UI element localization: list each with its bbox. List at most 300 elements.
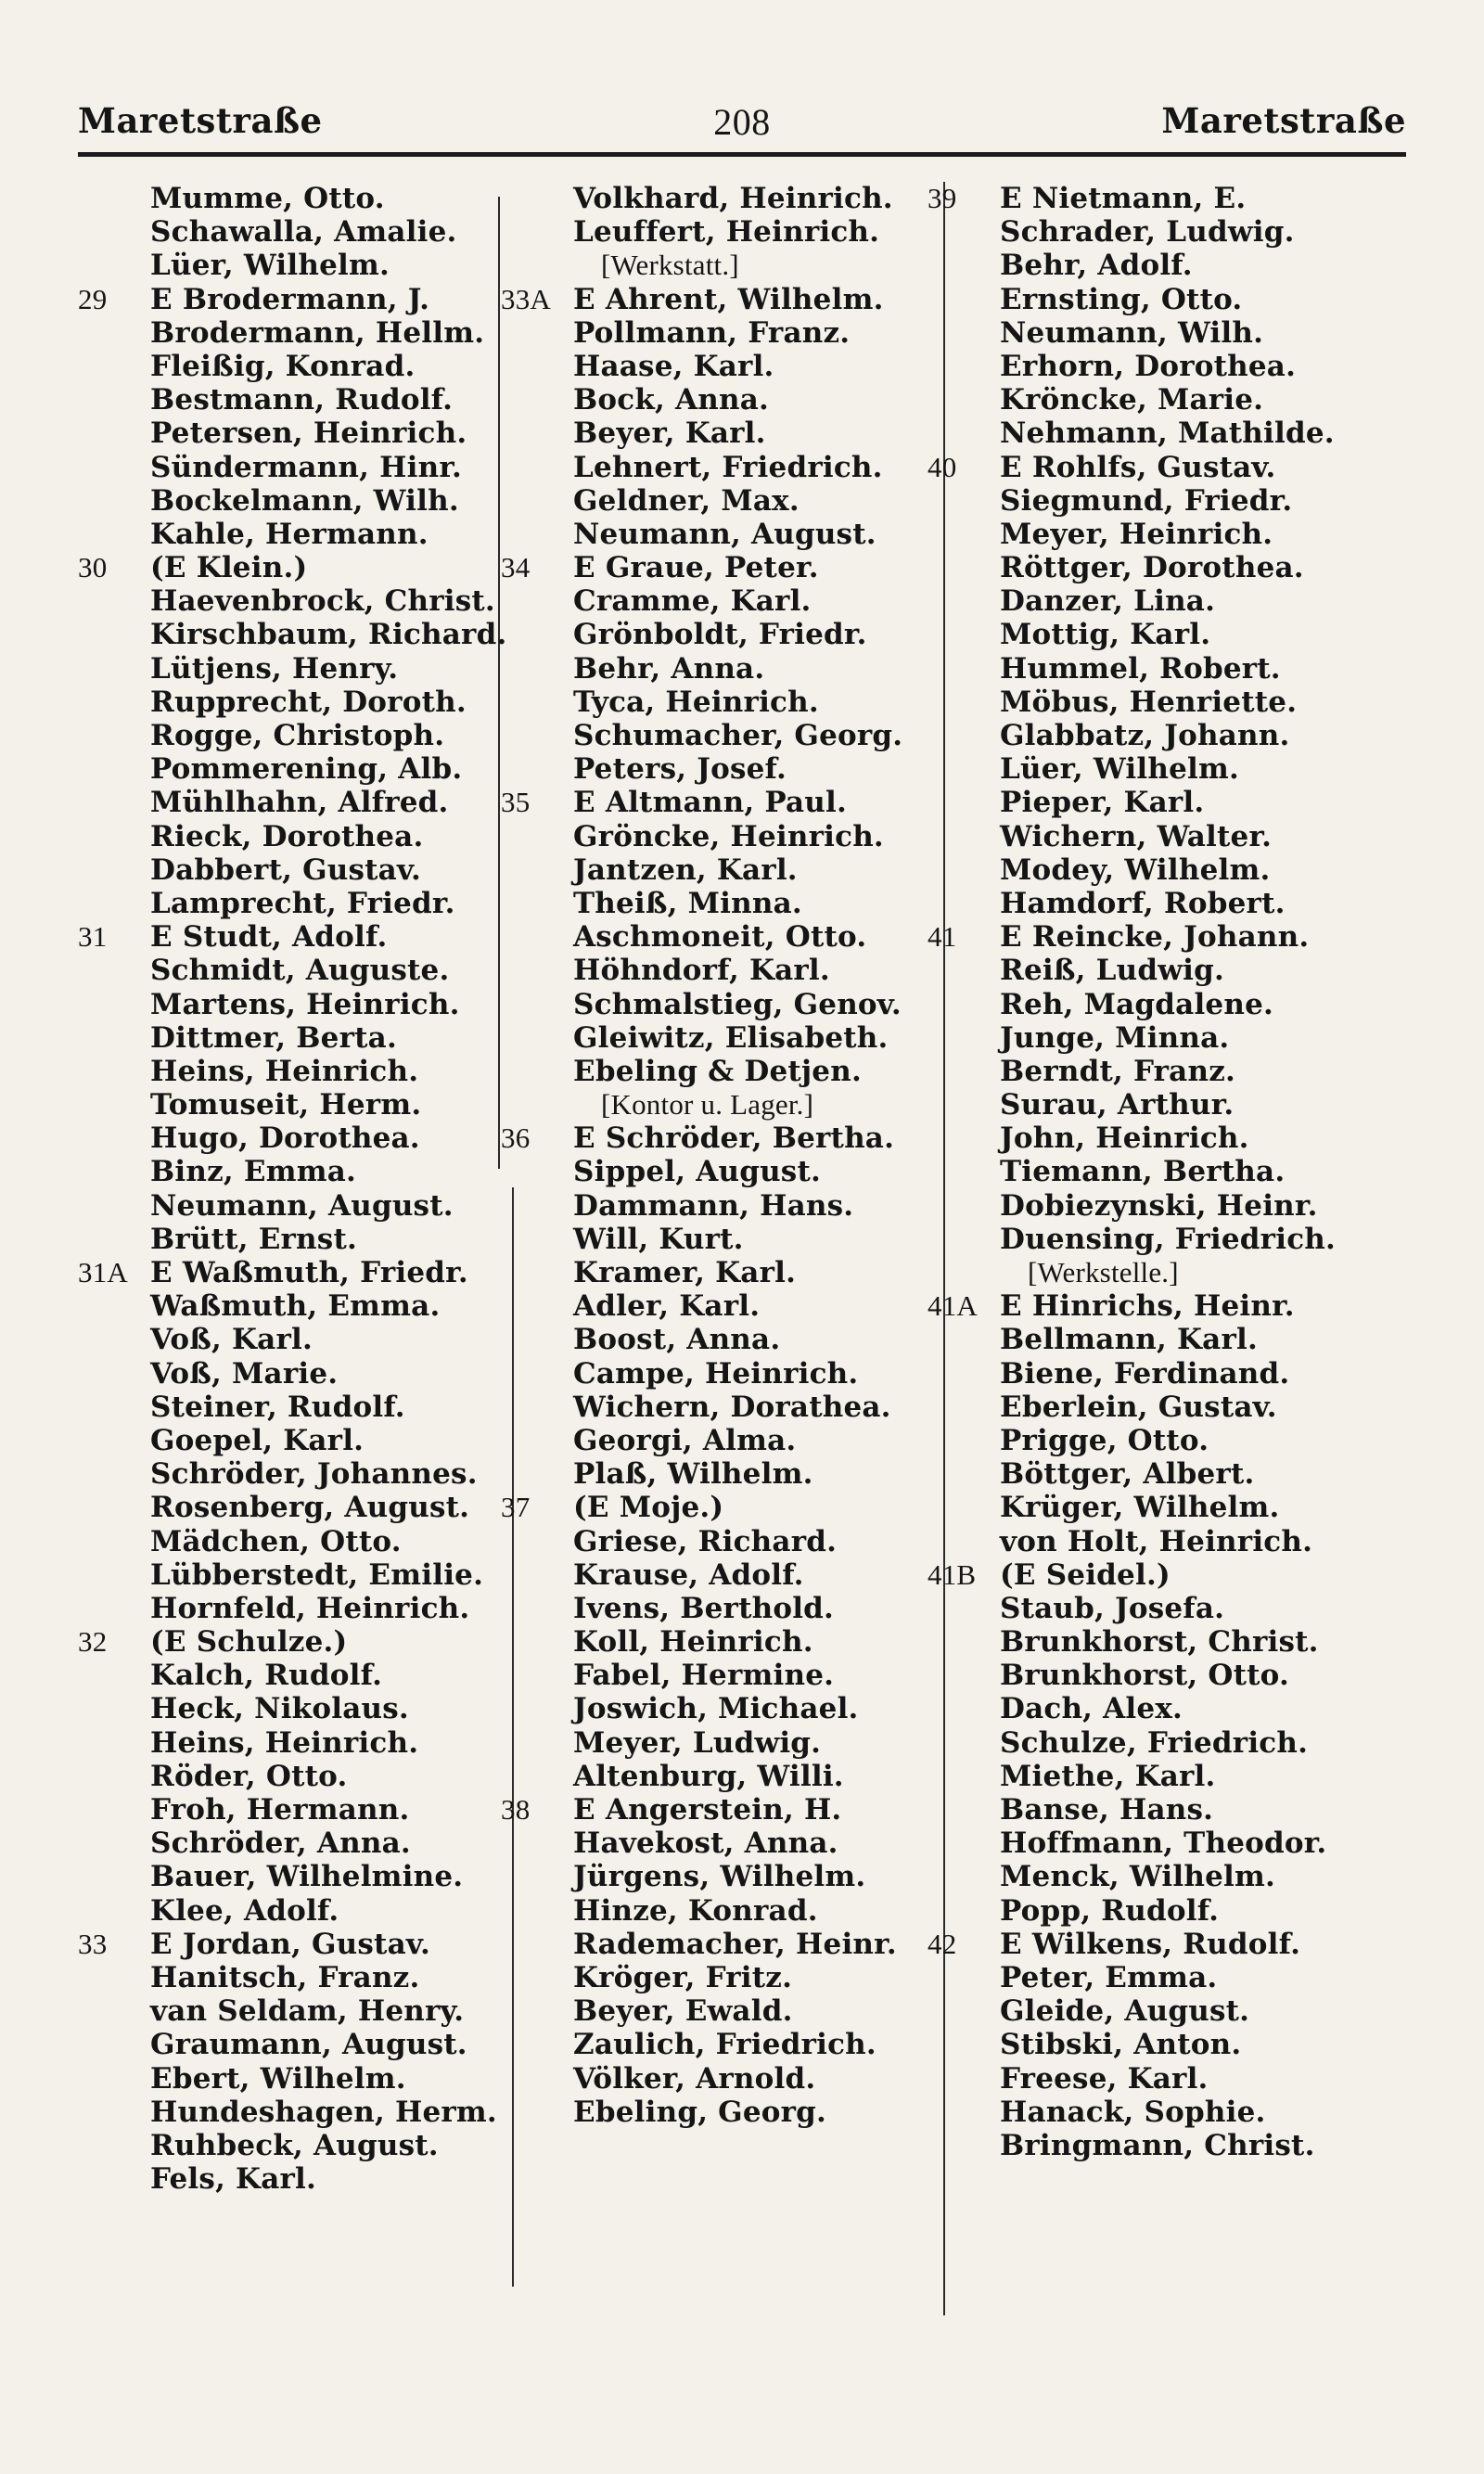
resident-name: Surau, Arthur. [1000,1088,1235,1122]
resident-name: Froh, Hermann. [150,1793,410,1827]
resident-name: Rademacher, Heinr. [573,1927,897,1961]
resident-name: Schumacher, Georg. [573,719,903,752]
directory-entry [501,752,937,786]
resident-name: Will, Kurt. [573,1222,744,1256]
resident-name: Menck, Wilhelm. [1000,1860,1275,1894]
directory-entry [501,786,937,819]
resident-name: Ruhbeck, August. [150,2128,439,2162]
directory-entry [78,1155,514,1188]
directory-entry [78,1726,514,1760]
resident-name: Meyer, Heinrich. [1000,517,1273,551]
resident-name: Petersen, Heinrich. [150,417,467,451]
resident-name: Mädchen, Otto. [150,1524,402,1558]
house-number: 41 [928,920,957,954]
directory-entry [928,484,1391,518]
directory-entry [78,350,514,383]
resident-name: Pommerening, Alb. [150,752,463,787]
directory-entry [928,1021,1391,1055]
directory-entry [928,451,1391,484]
directory-entry [501,1726,937,1760]
resident-name: Tyca, Heinrich. [573,685,819,719]
directory-entry [501,1760,937,1793]
resident-name: Neumann, August. [150,1188,454,1223]
resident-name: Fels, Karl. [150,2162,316,2197]
directory-entry [928,719,1391,752]
directory-entry [78,551,514,584]
directory-entry [78,1793,514,1827]
resident-name: Kahle, Hermann. [150,517,429,551]
resident-name: Meyer, Ludwig. [573,1725,822,1760]
directory-entry [78,1088,514,1122]
directory-entry [78,786,514,819]
directory-entry [78,1961,514,1994]
running-head-right: Maretstraße [1161,100,1406,141]
resident-name: Völker, Arnold. [573,2061,816,2096]
resident-name: Schröder, Anna. [150,1827,411,1861]
resident-name: Jantzen, Karl. [573,852,798,887]
directory-entry [501,1928,937,1961]
resident-name: Schröder, Johannes. [150,1457,478,1492]
resident-name: Lehnert, Friedrich. [573,450,883,484]
resident-name: Böttger, Albert. [1000,1457,1255,1492]
directory-entry [78,1256,514,1289]
resident-name: Bringmann, Christ. [1000,2128,1315,2162]
resident-name: Sündermann, Hinr. [150,450,463,484]
directory-entry [928,1391,1391,1424]
directory-entry [501,1994,937,2028]
resident-name: (E Moje.) [573,1491,724,1525]
directory-entry [928,1289,1391,1323]
directory-entry [501,1592,937,1625]
directory-entry [928,1525,1391,1558]
resident-name: Ebert, Wilhelm. [150,2061,406,2096]
resident-name: Steiner, Rudolf. [150,1390,405,1424]
directory-entry [928,920,1391,954]
resident-name: Hanack, Sophie. [1000,2095,1266,2129]
resident-name: Junge, Minna. [1000,1020,1230,1055]
resident-name: Griese, Richard. [573,1524,838,1558]
directory-entry [501,1223,937,1256]
directory-entry [501,887,937,920]
resident-name: Neumann, Wilh. [1000,315,1264,350]
resident-name: Grönboldt, Friedr. [573,618,867,652]
resident-name: E Brodermann, J. [150,282,430,316]
resident-name: Pollmann, Franz. [573,315,851,350]
directory-entry [78,920,514,954]
directory-entry [501,451,937,484]
resident-name: Kröger, Fritz. [573,1960,793,1994]
directory-entry [928,1961,1391,1994]
resident-name: Havekost, Anna. [573,1827,838,1861]
directory-entry [501,1088,937,1122]
directory-entry [78,283,514,316]
resident-name: Reh, Magdalene. [1000,987,1274,1021]
directory-entry [501,350,937,383]
directory-entry [501,1155,937,1188]
resident-name: Plaß, Wilhelm. [573,1457,813,1492]
resident-name: E Rohlfs, Gustav. [1000,450,1276,484]
resident-name: Prigge, Otto. [1000,1423,1209,1457]
directory-entry [928,350,1391,383]
resident-name: Heins, Heinrich. [150,1725,419,1760]
house-number: 36 [501,1122,531,1155]
resident-name: Kirschbaum, Richard. [150,618,507,652]
column-middle [501,182,937,2129]
directory-entry [501,2096,937,2129]
resident-name: Hummel, Robert. [1000,651,1281,686]
resident-name: E Altmann, Paul. [573,786,847,820]
directory-entry [78,2028,514,2061]
house-number: 35 [501,786,531,819]
directory-entry [501,417,937,450]
directory-entry [501,1860,937,1893]
resident-name: Cramme, Karl. [573,584,812,619]
directory-entry [501,1525,937,1558]
resident-name: Behr, Anna. [573,651,765,686]
resident-name: E Studt, Adolf. [150,920,388,955]
resident-name: Mumme, Otto. [150,182,385,215]
directory-entry [78,1894,514,1928]
directory-entry [501,954,937,987]
directory-entry [928,652,1391,686]
directory-entry [501,920,937,954]
directory-entry [78,1323,514,1356]
house-number: 41A [928,1289,978,1323]
directory-entry [501,1055,937,1088]
resident-name: Bestmann, Rudolf. [150,383,454,417]
directory-entry [928,249,1391,282]
resident-name: Peter, Emma. [1000,1960,1218,1994]
resident-name: Joswich, Michael. [573,1692,859,1726]
directory-entry [501,484,937,518]
resident-name: Beyer, Karl. [573,417,766,451]
directory-entry [928,1055,1391,1088]
resident-name: Rosenberg, August. [150,1491,470,1525]
directory-entry [928,1357,1391,1391]
resident-name: Höhndorf, Karl. [573,954,830,988]
directory-entry [501,1961,937,1994]
resident-name: Brodermann, Hellm. [150,315,485,350]
resident-name: Lüer, Wilhelm. [1000,752,1239,787]
resident-name: van Seldam, Henry. [150,1994,465,2029]
directory-entry [78,1424,514,1457]
resident-name: Schulze, Friedrich. [1000,1725,1309,1760]
directory-entry [928,820,1391,853]
resident-name: Stibski, Anton. [1000,2028,1242,2062]
resident-name: Haase, Karl. [573,349,774,383]
resident-name: Bellmann, Karl. [1000,1323,1258,1357]
directory-entry [928,853,1391,887]
directory-entry [78,853,514,887]
directory-entry [501,1424,937,1457]
resident-name: Mottig, Karl. [1000,618,1211,652]
resident-name: (E Schulze.) [150,1625,348,1660]
resident-name: E Jordan, Gustav. [150,1927,430,1961]
directory-entry [928,2129,1391,2162]
resident-name: Graumann, August. [150,2028,467,2062]
column-left [78,182,514,2196]
resident-name: Krause, Adolf. [573,1557,804,1592]
house-number: 29 [78,282,108,315]
house-number: 38 [501,1793,531,1826]
resident-name: Hugo, Dorothea. [150,1122,420,1156]
directory-entry [78,249,514,282]
directory-entry [501,1289,937,1323]
directory-entry [501,1491,937,1524]
resident-name: Reiß, Ludwig. [1000,954,1224,988]
house-number: 39 [928,182,957,214]
resident-name: Gleide, August. [1000,1994,1250,2029]
directory-entry [78,752,514,786]
resident-name: Boost, Anna. [573,1323,781,1357]
resident-name: Glabbatz, Johann. [1000,719,1290,752]
directory-entry [501,518,937,551]
resident-name: Ivens, Berthold. [573,1591,835,1625]
resident-name: Dittmer, Berta. [150,1020,397,1055]
resident-name: E Ahrent, Wilhelm. [573,282,884,316]
resident-name: Wichern, Walter. [1000,819,1273,853]
resident-name: Dobiezynski, Heinr. [1000,1188,1318,1223]
resident-name: Beyer, Ewald. [573,1994,793,2029]
resident-name: Goepel, Karl. [150,1423,365,1457]
resident-name: Erhorn, Dorothea. [1000,349,1297,383]
directory-entry [78,719,514,752]
directory-entry [501,383,937,417]
resident-name: Ebeling, Georg. [573,2095,827,2129]
resident-name: Waßmuth, Emma. [150,1289,441,1324]
resident-name: Kröncke, Marie. [1000,383,1264,417]
directory-entry [78,1692,514,1725]
directory-entry [78,451,514,484]
resident-name: Lütjens, Henry. [150,651,399,686]
directory-entry [501,988,937,1021]
resident-name: Dammann, Hans. [573,1188,854,1223]
resident-name: Bockelmann, Wilh. [150,483,459,518]
resident-name: Bauer, Wilhelmine. [150,1860,464,1894]
resident-name: Pieper, Karl. [1000,786,1205,820]
directory-entry [78,1491,514,1524]
directory-entry [928,584,1391,618]
directory-entry [928,1491,1391,1524]
house-number: 31A [78,1256,128,1288]
resident-name: Theiß, Minna. [573,886,802,920]
directory-entry [78,2129,514,2162]
directory-entry [501,853,937,887]
column-right [928,182,1391,2162]
directory-entry [501,1357,937,1391]
directory-entry [501,820,937,853]
resident-name: Brunkhorst, Christ. [1000,1625,1319,1660]
resident-name: Ernsting, Otto. [1000,282,1243,316]
directory-entry [928,2028,1391,2061]
directory-entry [78,686,514,719]
resident-name: Siegmund, Friedr. [1000,483,1293,518]
directory-entry [78,1391,514,1424]
house-number: 42 [928,1927,957,1960]
resident-name: Staub, Josefa. [1000,1591,1225,1625]
directory-entry [78,182,514,215]
directory-entry [501,1692,937,1725]
resident-name: E Reincke, Johann. [1000,920,1310,955]
directory-entry [78,1055,514,1088]
directory-entry [928,1189,1391,1223]
directory-entry [928,215,1391,249]
directory-entry [78,1928,514,1961]
resident-name: Campe, Heinrich. [573,1356,859,1391]
resident-name: (E Seidel.) [1000,1557,1171,1592]
resident-name: Martens, Heinrich. [150,987,460,1021]
directory-entry [78,417,514,450]
resident-name: Neumann, August. [573,517,876,551]
resident-name: Mühlhahn, Alfred. [150,786,449,820]
directory-entry [501,1391,937,1424]
directory-entry [928,1726,1391,1760]
house-number: 33 [78,1927,108,1960]
directory-entry [928,1323,1391,1356]
directory-entry [928,887,1391,920]
resident-name: E Waßmuth, Friedr. [150,1256,468,1289]
directory-entry [928,1894,1391,1928]
resident-name: Fabel, Hermine. [573,1659,835,1693]
directory-entry [501,1256,937,1289]
resident-name: Miethe, Karl. [1000,1759,1216,1793]
resident-name: Adler, Karl. [573,1289,761,1324]
directory-entry [78,1122,514,1155]
directory-entry [928,1860,1391,1893]
directory-entry [928,988,1391,1021]
directory-entry [928,1692,1391,1725]
directory-entry [928,954,1391,987]
directory-entry [501,1625,937,1659]
resident-name: Rupprecht, Doroth. [150,685,467,719]
resident-name: Popp, Rudolf. [1000,1893,1220,1928]
resident-name: Aschmoneit, Otto. [573,920,867,955]
directory-entry [928,1827,1391,1860]
directory-entry [928,1122,1391,1155]
resident-name: Hinze, Konrad. [573,1893,818,1928]
resident-name: Schrader, Ludwig. [1000,215,1295,250]
resident-name: Gröncke, Heinrich. [573,819,884,853]
directory-entry [78,383,514,417]
running-head-left: Maretstraße [78,100,323,141]
directory-entry [78,954,514,987]
directory-entry [78,1994,514,2028]
resident-name: Wichern, Dorathea. [573,1390,891,1424]
resident-name: Voß, Marie. [150,1356,339,1391]
resident-name: Banse, Hans. [1000,1793,1214,1827]
house-number: 32 [78,1625,108,1659]
page-number: 208 [713,101,771,143]
resident-name: E Hinrichs, Heinr. [1000,1289,1295,1324]
resident-name: Brütt, Ernst. [150,1222,357,1256]
directory-entry [78,887,514,920]
resident-name: (E Klein.) [150,551,308,585]
directory-entry [501,316,937,350]
resident-name: Röder, Otto. [150,1759,348,1793]
resident-name: Dabbert, Gustav. [150,852,422,887]
directory-entry [928,1256,1391,1289]
directory-entry [78,2096,514,2129]
resident-name: Sippel, August. [573,1155,821,1189]
directory-entry [928,1088,1391,1122]
house-number: 40 [928,450,957,483]
house-number: 34 [501,551,531,584]
resident-name: Haevenbrock, Christ. [150,584,495,619]
resident-name: Jürgens, Wilhelm. [573,1860,866,1894]
resident-name: Möbus, Henriette. [1000,685,1298,719]
directory-entry [501,551,937,584]
directory-entry [928,182,1391,215]
resident-name: Zaulich, Friedrich. [573,2028,876,2062]
directory-entry [78,316,514,350]
directory-entry [78,652,514,686]
directory-entry [78,1659,514,1692]
directory-entry [501,1021,937,1055]
resident-name: Heins, Heinrich. [150,1054,419,1088]
directory-entry [78,820,514,853]
directory-entry [928,618,1391,651]
directory-entry [928,1793,1391,1827]
house-number: 31 [78,920,108,954]
resident-name: Duensing, Friedrich. [1000,1222,1336,1256]
resident-name: Hoffmann, Theodor. [1000,1827,1327,1861]
directory-entry [501,686,937,719]
resident-name: Danzer, Lina. [1000,584,1216,619]
directory-entry [78,1860,514,1893]
resident-name: E Schröder, Bertha. [573,1122,895,1156]
resident-name: Dach, Alex. [1000,1692,1183,1726]
resident-name: Kalch, Rudolf. [150,1659,383,1693]
directory-entry [501,652,937,686]
resident-name: Hamdorf, Robert. [1000,886,1286,920]
resident-name: Binz, Emma. [150,1155,357,1189]
resident-name: Voß, Karl. [150,1323,313,1357]
resident-name: Hanitsch, Franz. [150,1960,420,1994]
directory-entry [501,719,937,752]
directory-entry [928,2096,1391,2129]
resident-name: Fleißig, Konrad. [150,349,416,383]
directory-entry [928,1994,1391,2028]
directory-entry [928,1928,1391,1961]
directory-entry [78,1289,514,1323]
resident-name: Krüger, Wilhelm. [1000,1491,1280,1525]
directory-entry [928,752,1391,786]
directory-entry [78,1525,514,1558]
directory-entry [928,1625,1391,1659]
directory-entry [78,1625,514,1659]
directory-entry [501,215,937,249]
resident-name: von Holt, Heinrich. [1000,1524,1313,1558]
resident-name: Modey, Wilhelm. [1000,852,1271,887]
house-number: 30 [78,551,108,584]
directory-entry [501,1457,937,1491]
directory-entry [78,584,514,618]
directory-entry [501,283,937,316]
directory-entry [501,584,937,618]
directory-entry [501,618,937,651]
resident-name: Tiemann, Bertha. [1000,1155,1286,1189]
directory-entry [78,1760,514,1793]
directory-entry [928,1592,1391,1625]
directory-entry [928,686,1391,719]
directory-entry [928,1457,1391,1491]
directory-entry [501,182,937,215]
resident-name: Nehmann, Mathilde. [1000,417,1335,451]
directory-entry [501,1323,937,1356]
resident-name: Leuffert, Heinrich. [573,215,880,250]
entry-note: [Kontor u. Lager.] [601,1088,814,1122]
resident-name: Peters, Josef. [573,752,787,787]
